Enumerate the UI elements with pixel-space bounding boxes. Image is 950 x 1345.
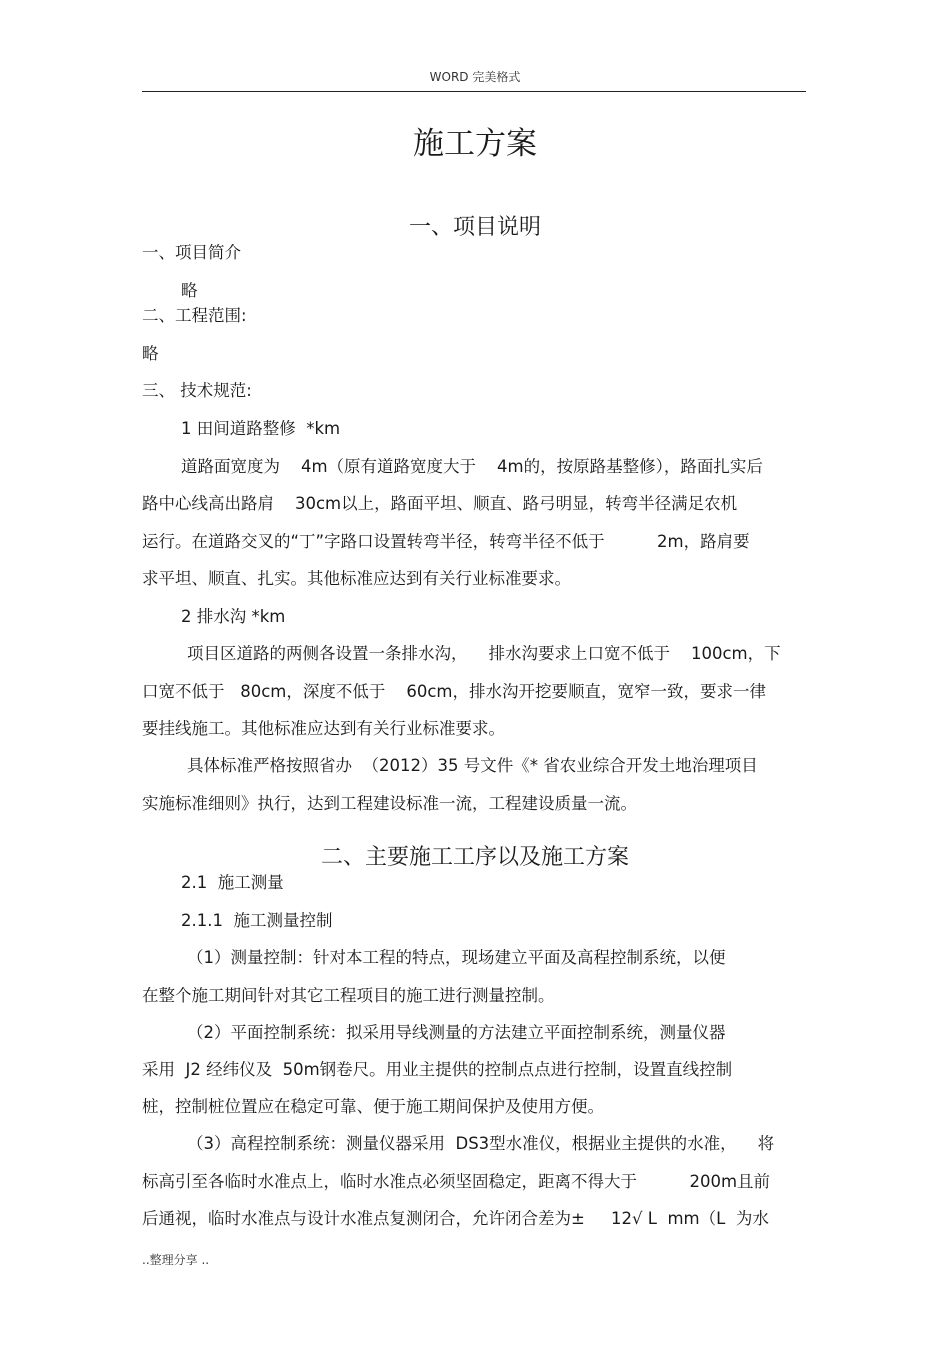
paragraph-line: 标高引至各临时水准点上，临时水准点必须坚固稳定，距离不得大于 200m且前 [142,1172,771,1191]
paragraph-line: 实施标准细则》执行，达到工程建设标准一流，工程建设质量一流。 [142,794,637,813]
paragraph-line: （2）平面控制系统：拟采用导线测量的方法建立平面控制系统，测量仪器 [187,1023,726,1042]
paragraph-line: （3）高程控制系统：测量仪器采用 DS3型水准仪，根据业主提供的水准， 将 [187,1134,775,1153]
paragraph-line: 要挂线施工。其他标准应达到有关行业标准要求。 [142,719,505,738]
paragraph-line: 路中心线高出路肩 30cm以上，路面平坦、顺直、路弓明显，转弯半径满足农机 [142,494,738,513]
paragraph-line: 略 [142,344,159,363]
page-footer: ..整理分享 .. [142,1253,210,1267]
heading-scope: 二、工程范围: [142,306,247,325]
paragraph-line: 采用 J2 经纬仪及 50m钢卷尺。用业主提供的控制点点进行控制，设置直线控制 [142,1060,733,1079]
paragraph-line: 具体标准严格按照省办 （2012）35 号文件《* 省农业综合开发土地治理项目 [187,756,758,775]
document-title: 施工方案 [413,126,537,162]
section-heading-construction: 二、主要施工工序以及施工方案 [320,845,629,870]
paragraph-line: 求平坦、顺直、扎实。其他标准应达到有关行业标准要求。 [142,569,571,588]
paragraph-line: 桩，控制桩位置应在稳定可靠、便于施工期间保护及使用方便。 [142,1097,604,1116]
paragraph-line: 项目区道路的两侧各设置一条排水沟， 排水沟要求上口宽不低于 100cm，下 [187,644,781,663]
subheading-survey: 2.1 施工测量 [181,873,284,892]
paragraph-line: 在整个施工期间针对其它工程项目的施工进行测量控制。 [142,986,555,1005]
paragraph-line: 口宽不低于 80cm，深度不低于 60cm，排水沟开挖要顺直，宽窄一致，要求一律 [142,682,766,701]
subheading-road: 1 田间道路整修 *km [181,419,341,438]
paragraph-line: 后通视，临时水准点与设计水准点复测闭合，允许闭合差为± 12√ L mm（L 为水 [142,1209,769,1228]
page-header: WORD 完美格式 [429,70,521,84]
paragraph-line: 道路面宽度为 4m（原有道路宽度大于 4m的，按原路基整修），路面扎实后 [181,457,763,476]
heading-project-intro: 一、项目简介 [142,243,241,262]
header-rule [142,91,806,92]
paragraph-line: 略 [181,281,198,300]
heading-tech-spec: 三、 技术规范: [142,381,252,400]
subheading-drainage: 2 排水沟 *km [181,607,286,626]
subheading-survey-control: 2.1.1 施工测量控制 [181,911,333,930]
paragraph-line: （1）测量控制：针对本工程的特点，现场建立平面及高程控制系统，以便 [187,948,726,967]
paragraph-line: 运行。在道路交叉的“丁”字路口设置转弯半径，转弯半径不低于 2m，路肩要 [142,532,750,551]
section-heading-project: 一、项目说明 [408,215,541,240]
